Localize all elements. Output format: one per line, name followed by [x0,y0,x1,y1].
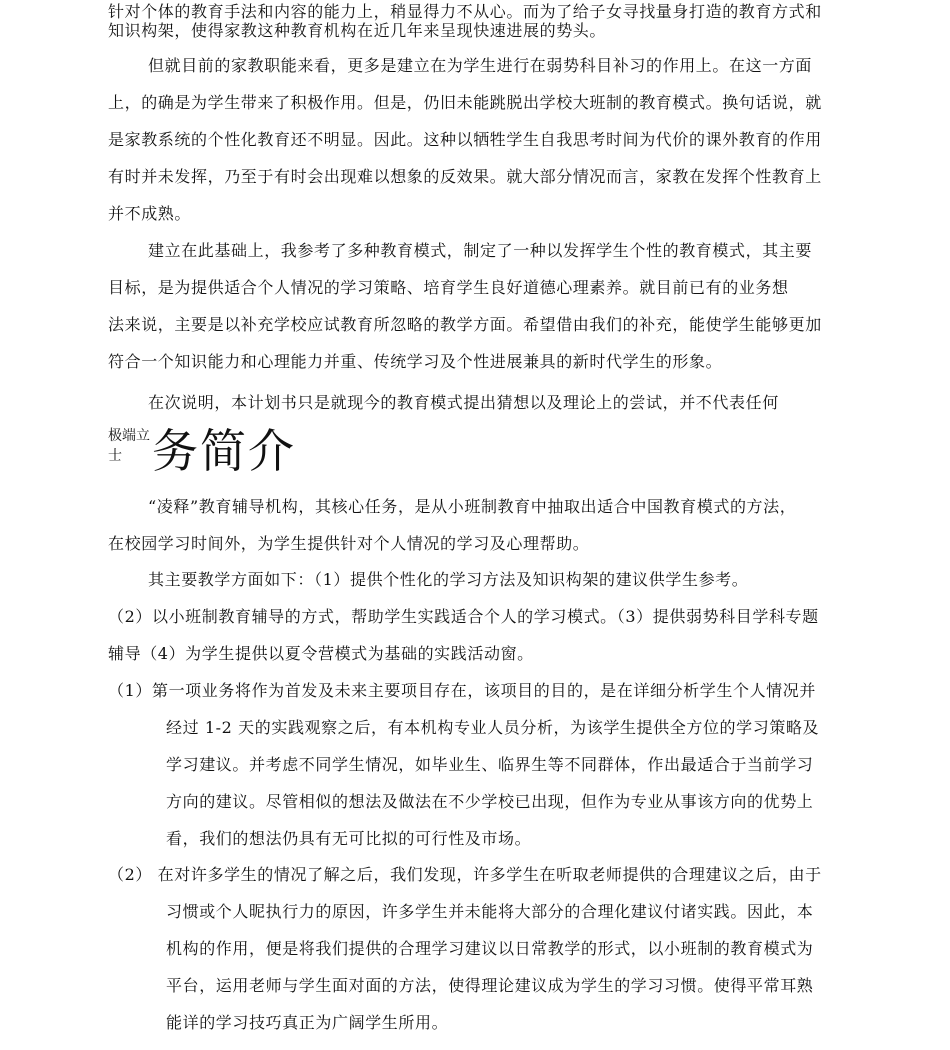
list-item-line: 经过 1-2 天的实践观察之后，有本机构专业人员分析，为该学生提供全方位的学习策略及 [166,718,820,737]
heading-fragment-line-2: 士 [108,448,122,464]
paragraph-line: 其主要教学方面如下：（1）提供个性化的学习方法及知识构架的建议供学生参考。 [148,570,749,589]
list-item-line: 机构的作用，便是将我们提供的合理学习建议以日常教学的形式，以小班制的教育模式为 [166,939,814,958]
list-item-line: （2） 在对许多学生的情况了解之后，我们发现，许多学生在听取老师提供的合理建议之后，由于 [108,865,822,884]
paragraph-line: 上，的确是为学生带来了积极作用。但是，仍旧未能跳脱出学校大班制的教育模式。换句话说，就 [108,93,822,112]
list-item-line: 平台，运用老师与学生面对面的方法，使得理论建议成为学生的学习习惯。使得平常耳熟 [166,976,814,995]
list-item-line: 看，我们的想法仍具有无可比拟的可行性及市场。 [166,829,532,848]
paragraph-line: 建立在此基础上，我参考了多种教育模式，制定了一种以发挥学生个性的教育模式，其主要 [148,241,813,260]
paragraph-line: 目标，是为提供适合个人情况的学习策略、培育学生良好道德心理素养。就目前已有的业务想 [108,278,789,297]
paragraph-line: 并不成熟。 [108,204,192,223]
paragraph-line: 在校园学习时间外，为学生提供针对个人情况的学习及心理帮助。 [108,534,590,553]
paragraph-line: 在次说明，本计划书只是就现今的教育模式提出猜想以及理论上的尝试，并不代表任何 [148,393,779,412]
paragraph-line: 但就目前的家教职能来看，更多是建立在为学生进行在弱势科目补习的作用上。在这一方面 [148,56,813,75]
paragraph-line: 有时并未发挥，乃至于有时会出现难以想象的反效果。就大部分情况而言，家教在发挥个性教育上 [108,167,822,186]
intro-line-1: 针对个体的教育手法和内容的能力上，稍显得力不从心。而为了给子女寻找量身打造的教育方式和 [108,2,822,21]
paragraph-line: 符合一个知识能力和心理能力并重、传统学习及个性进展兼具的新时代学生的形象。 [108,352,723,371]
intro-line-2: 知识构架，使得家教这种教育机构在近几年来呈现快速进展的势头。 [108,21,607,40]
list-item-line: 学习建议。并考虑不同学生情况，如毕业生、临界生等不同群体，作出最适合于当前学习 [166,755,814,774]
list-item-line: 能详的学习技巧真正为广阔学生所用。 [166,1013,449,1032]
list-item-line: 习惯或个人昵执行力的原因，许多学生并未能将大部分的合理化建议付诸实践。因此，本 [166,902,814,921]
paragraph-line: 法来说，主要是以补充学校应试教育所忽略的教学方面。希望借由我们的补充，能使学生能够更加 [108,315,822,334]
paragraph-line: 辅导（4）为学生提供以夏令营模式为基础的实践活动窗。 [108,644,534,663]
paragraph-line: （2）以小班制教育辅导的方式，帮助学生实践适合个人的学习模式。（3）提供弱势科目学科专题 [108,607,819,626]
paragraph-line: “凌释”教育辅导机构，其核心任务，是从小班制教育中抽取出适合中国教育模式的方法， [148,497,797,516]
paragraph-line: 是家教系统的个性化教育还不明显。因此。这种以牺牲学生自我思考时间为代价的课外教育的作用 [108,130,822,149]
list-item-line: 方向的建议。尽管相似的想法及做法在不少学校已出现，但作为专业从事该方向的优势上 [166,792,814,811]
heading-fragment [108,426,150,466]
section-heading: 务简介 [152,424,296,478]
list-item-line: （1）第一项业务将作为首发及未来主要项目存在，该项目的目的，是在详细分析学生个人情况并 [108,681,816,700]
heading-fragment-line-1: 极端立 [108,428,150,444]
